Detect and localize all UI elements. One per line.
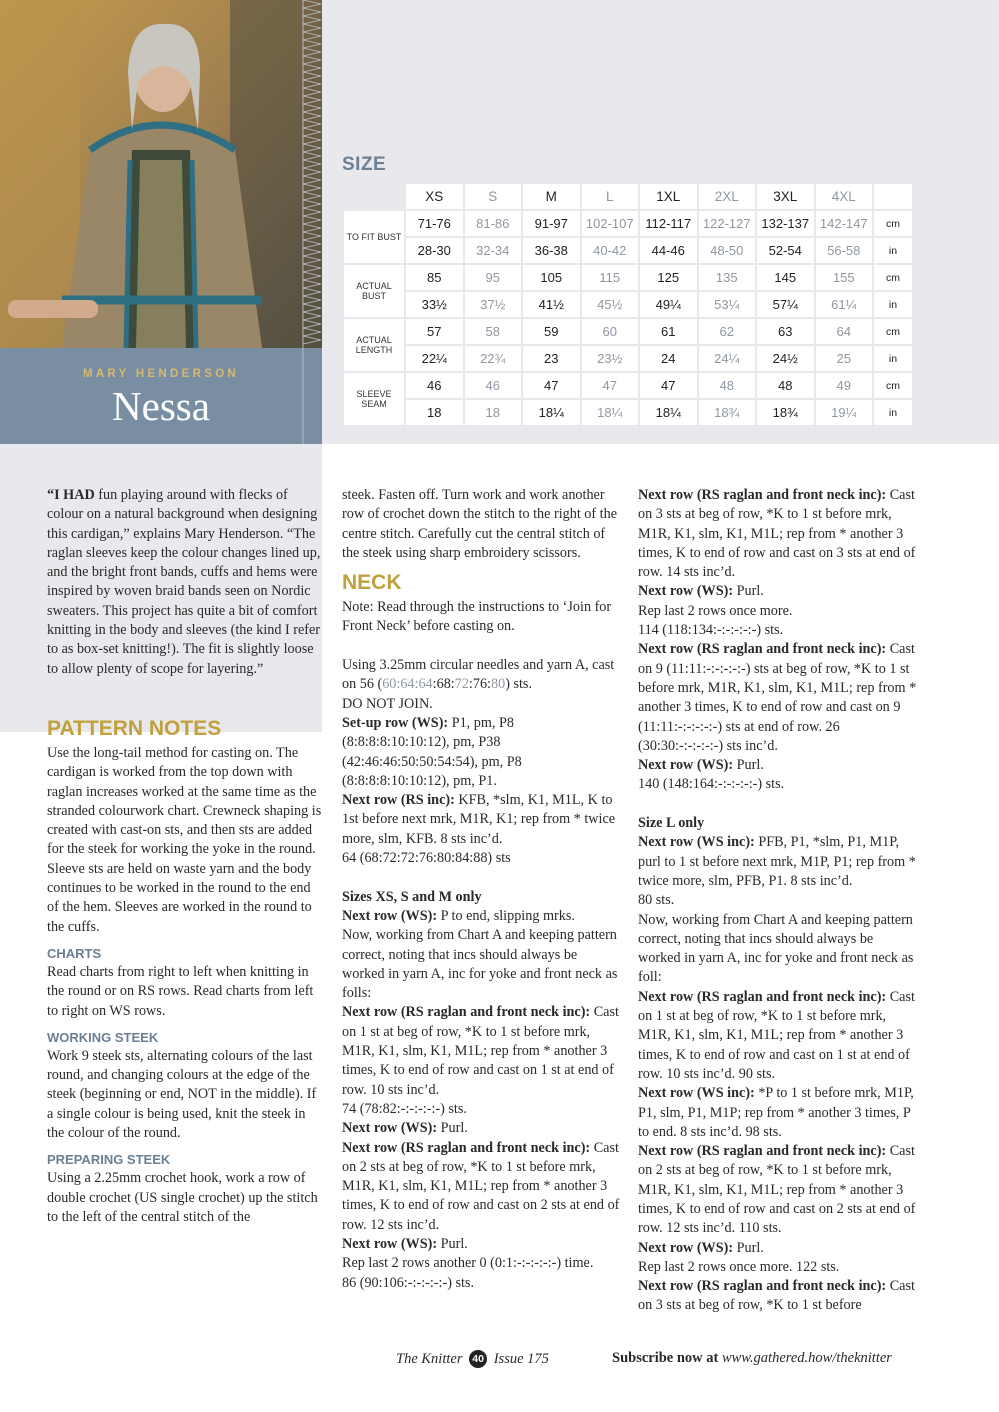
value-cell: 47: [523, 373, 580, 398]
rs-raglan-row: Next row (RS raglan and front neck inc): Cast on 2 sts at beg of row, *K to 1 st before mrk, M1R, K1, slm, K1, M1L; rep from * another 3 times, K to end of row and cast on 2 sts at end of row. 12 sts inc’d.: [342, 1139, 620, 1233]
value-cell: 40-42: [582, 238, 639, 263]
row-label: TO FIT BUST: [344, 211, 404, 263]
intro-lead: “I HAD: [47, 487, 95, 503]
subscribe-text: Subscribe now at: [612, 1350, 719, 1366]
value-cell: 24: [640, 346, 697, 371]
unit-cell: in: [874, 400, 912, 425]
value-cell: 132-137: [757, 211, 814, 236]
intro-paragraph: [47, 486, 325, 679]
size-header: XS: [406, 184, 463, 209]
page-footer: [0, 1350, 999, 1372]
value-cell: 32-34: [465, 238, 522, 263]
stitch-count: 74 (78:82:-:-:-:-:-) sts.: [342, 1100, 467, 1117]
preparing-steek-body: Using a 2.25mm crochet hook, work a row of double crochet (US single crochet) up the stitch to the left of the central stitch of the: [47, 1170, 318, 1225]
value-cell: 48-50: [699, 238, 756, 263]
size-table: [342, 182, 914, 427]
value-cell: 61: [640, 319, 697, 344]
value-cell: 24½: [757, 346, 814, 371]
value-cell: 71-76: [406, 211, 463, 236]
setup-row: Set-up row (WS): P1, pm, P8 (8:8:8:8:10:10:12), pm, P38 (42:46:46:50:50:54:54), pm, P8 (8:8:8:8:10:10:12), pm, P1.: [342, 714, 522, 789]
value-cell: 95: [465, 265, 522, 290]
value-cell: 62: [699, 319, 756, 344]
ws-row: Next row (WS): Purl.: [638, 757, 764, 774]
value-cell: 61¼: [816, 292, 873, 317]
unit-cell: cm: [874, 373, 912, 398]
value-cell: 81-86: [465, 211, 522, 236]
unit-cell: cm: [874, 265, 912, 290]
column-1: [47, 486, 325, 1227]
pattern-title: Nessa: [112, 383, 210, 429]
row-label: SLEEVE SEAM: [344, 373, 404, 425]
stitch-count: 64 (68:72:72:76:80:84:88) sts: [342, 850, 511, 867]
value-cell: 60: [582, 319, 639, 344]
ws-row: Next row (WS): Purl.: [342, 1120, 468, 1137]
footer-subscribe: [612, 1350, 892, 1367]
value-cell: 57¼: [757, 292, 814, 317]
value-cell: 19¼: [816, 400, 873, 425]
value-cell: 23: [523, 346, 580, 371]
unit-cell: in: [874, 238, 912, 263]
repeat-instruction: Rep last 2 rows another 0 (0:1:-:-:-:-:-) time.: [342, 1255, 594, 1272]
ws-row: Next row (WS): P to end, slipping mrks.: [342, 907, 575, 924]
unit-cell: in: [874, 292, 912, 317]
value-cell: 18¼: [640, 400, 697, 425]
value-cell: 59: [523, 319, 580, 344]
value-cell: 33½: [406, 292, 463, 317]
stitch-count: 114 (118:134:-:-:-:-:-) sts.: [638, 622, 784, 639]
size-header: 3XL: [757, 184, 814, 209]
value-cell: 49¼: [640, 292, 697, 317]
pattern-notes-heading: PATTERN NOTES: [47, 716, 222, 740]
value-cell: 125: [640, 265, 697, 290]
page-spine-decoration: [301, 0, 323, 470]
title-box: [0, 348, 322, 444]
issue-number: Issue 175: [493, 1351, 549, 1367]
cast-on-instruction: Using 3.25mm circular needles and yarn A, cast on 56 (60:64:64:68:72:76:80) sts.: [342, 657, 615, 693]
sizes-subheading: Sizes XS, S and M only: [342, 888, 482, 905]
size-row: [344, 373, 912, 398]
size-header: S: [465, 184, 522, 209]
value-cell: 18¾: [699, 400, 756, 425]
column-3: [638, 486, 918, 1316]
chart-a-note: Now, working from Chart A and keeping pattern correct, noting that incs should always be worked in yarn A, inc for yoke and front neck as folls:: [342, 927, 618, 1002]
size-l-subheading: Size L only: [638, 815, 705, 832]
value-cell: 53¼: [699, 292, 756, 317]
value-cell: 56-58: [816, 238, 873, 263]
steek-continued: steek. Fasten off. Turn work and work another row of crochet down the stitch to the right of the centre stitch. Carefully cut the central stitch of the steek using sharp embroidery scissors.: [342, 487, 618, 561]
value-cell: 135: [699, 265, 756, 290]
rs-raglan-row: Next row (RS raglan and front neck inc): Cast on 3 sts at beg of row, *K to 1 st before: [638, 1278, 915, 1314]
value-cell: 91-97: [523, 211, 580, 236]
value-cell: 48: [699, 373, 756, 398]
size-row: [344, 211, 912, 236]
value-cell: 25: [816, 346, 873, 371]
size-header: 4XL: [816, 184, 873, 209]
value-cell: 115: [582, 265, 639, 290]
value-cell: 85: [406, 265, 463, 290]
value-cell: 45½: [582, 292, 639, 317]
size-row: [344, 400, 912, 425]
size-header: M: [523, 184, 580, 209]
value-cell: 112-117: [640, 211, 697, 236]
value-cell: 105: [523, 265, 580, 290]
value-cell: 63: [757, 319, 814, 344]
size-heading: SIZE: [342, 154, 387, 175]
rs-inc-row: Next row (RS inc): KFB, *slm, K1, M1L, K to 1st before next mrk, M1R, K1; rep from * twice more, slm, KFB. 8 sts inc’d.: [342, 792, 616, 847]
ws-row: Next row (WS): Purl.: [638, 583, 764, 600]
value-cell: 18: [465, 400, 522, 425]
value-cell: 48: [757, 373, 814, 398]
value-cell: 18¼: [523, 400, 580, 425]
magazine-name: The Knitter: [396, 1351, 463, 1367]
pattern-notes-body: Use the long-tail method for casting on. The cardigan is worked from the top down with raglan increases worked at the same time as the stranded colourwork chart. Crewneck shaping is created with cast-on sts, and then sts are added for the steek for working the yoke in the round. Sleeve sts are held on waste yarn and the body continues to be worked in the round to the end of the hem. Sleeves are worked in the round to the cuffs.: [47, 744, 322, 935]
value-cell: 57: [406, 319, 463, 344]
value-cell: 18¾: [757, 400, 814, 425]
value-cell: 102-107: [582, 211, 639, 236]
value-cell: 47: [640, 373, 697, 398]
size-row: [344, 319, 912, 344]
ws-row: Next row (WS): Purl.: [638, 1239, 764, 1256]
size-header-row: [344, 184, 912, 209]
unit-cell: in: [874, 346, 912, 371]
working-steek-heading: WORKING STEEK: [47, 1029, 159, 1045]
subscribe-link[interactable]: www.gathered.how/theknitter: [721, 1350, 892, 1366]
value-cell: 23½: [582, 346, 639, 371]
size-row: [344, 346, 912, 371]
value-cell: 24¼: [699, 346, 756, 371]
designer-name: MARY HENDERSON: [82, 368, 240, 380]
row-label: ACTUAL BUST: [344, 265, 404, 317]
preparing-steek-heading: PREPARING STEEK: [47, 1152, 171, 1168]
rs-raglan-row: Next row (RS raglan and front neck inc): Cast on 1 st at beg of row, *K to 1 st before mrk, M1R, K1, slm, K1, M1L; rep from * another 3 times, K to end of row and cast on 1 st at end of row. 10 sts inc’d.: [342, 1004, 619, 1098]
neck-heading: NECK: [342, 571, 402, 595]
rs-raglan-row: Next row (RS raglan and front neck inc): Cast on 2 sts at beg of row, *K to 1 st before mrk, M1R, K1, slm, K1, M1L; rep from * another 3 times, K to end of row and cast on 2 sts at end of row. 12 sts inc’d. 110 sts.: [638, 1143, 916, 1237]
page-number: 40: [469, 1350, 487, 1368]
size-row: [344, 292, 912, 317]
neck-note: Note: Read through the instructions to ‘Join for Front Neck’ before casting on.: [342, 599, 612, 635]
charts-body: Read charts from right to left when knitting in the round or on RS rows. Read charts from left to right on WS rows.: [47, 963, 314, 1019]
value-cell: 49: [816, 373, 873, 398]
empty-cell: [344, 184, 404, 209]
value-cell: 22¼: [406, 346, 463, 371]
intro-text: fun playing around with flecks of colour on a natural background when designing this cardigan,” explains Mary Henderson. “The raglan sleeves keep the colour changes lined up, and the bright front bands, cuffs and hems were inspired by woven braid bands seen on Nordic sweaters. This project has quite a bit of comfort knitting in the body and sleeves (the kind I refer to as box-set knitting!). The fit is slightly loose to allow plenty of scope for layering.”: [47, 487, 321, 677]
model-photo: [0, 0, 322, 348]
charts-heading: CHARTS: [47, 945, 102, 961]
ws-inc-row: Next row (WS inc): *P to 1 st before mrk, M1P, P1, slm, P1, M1P; rep from * another 3 times, P to end. 8 sts inc’d. 98 sts.: [638, 1085, 914, 1140]
value-cell: 41½: [523, 292, 580, 317]
value-cell: 58: [465, 319, 522, 344]
empty-cell: [874, 184, 912, 209]
column-2: [342, 486, 622, 1293]
value-cell: 155: [816, 265, 873, 290]
size-header: L: [582, 184, 639, 209]
value-cell: 18¼: [582, 400, 639, 425]
footer-magazine-info: [396, 1350, 549, 1368]
value-cell: 37½: [465, 292, 522, 317]
value-cell: 64: [816, 319, 873, 344]
size-row: [344, 265, 912, 290]
stitch-count: 140 (148:164:-:-:-:-:-) sts.: [638, 776, 785, 793]
value-cell: 47: [582, 373, 639, 398]
value-cell: 122-127: [699, 211, 756, 236]
value-cell: 145: [757, 265, 814, 290]
value-cell: 22¾: [465, 346, 522, 371]
size-header: 1XL: [640, 184, 697, 209]
value-cell: 44-46: [640, 238, 697, 263]
ws-inc-row: Next row (WS inc): PFB, P1, *slm, P1, M1P, purl to 1 st before next mrk, M1P, P1; rep from * twice more, slm, PFB, P1. 8 sts inc’d.: [638, 834, 916, 889]
stitch-count: 86 (90:106:-:-:-:-:-) sts.: [342, 1274, 475, 1291]
value-cell: 28-30: [406, 238, 463, 263]
size-row: [344, 238, 912, 263]
value-cell: 18: [406, 400, 463, 425]
rs-raglan-row: Next row (RS raglan and front neck inc): Cast on 9 (11:11:-:-:-:-:-) sts at beg of row, *K to 1 st before mrk, M1R, K1, slm, K1, M1L; rep from * another 3 times, K to end of row and cast on 9 (11:11:-:-:-:-:-) sts at end of row. 26 (30:30:-:-:-:-:-) sts inc’d.: [638, 641, 917, 754]
repeat-instruction: Rep last 2 rows once more.: [638, 602, 793, 619]
value-cell: 46: [465, 373, 522, 398]
rs-raglan-row: Next row (RS raglan and front neck inc): Cast on 3 sts at beg of row, *K to 1 st before mrk, M1R, K1, slm, K1, M1L; rep from * another 3 times, K to end of row and cast on 3 sts at end of row. 14 sts inc’d.: [638, 487, 916, 581]
chart-a-note: Now, working from Chart A and keeping pattern correct, noting that incs should always be worked in yarn A, inc for yoke and front neck as foll:: [638, 911, 914, 986]
row-label: ACTUAL LENGTH: [344, 319, 404, 371]
rs-raglan-row: Next row (RS raglan and front neck inc): Cast on 1 st at beg of row, *K to 1 st before mrk, M1R, K1, slm, K1, M1L; rep from * another 3 times, K to end of row and cast on 1 st at end of row. 10 sts inc’d. 90 sts.: [638, 988, 915, 1082]
value-cell: 36-38: [523, 238, 580, 263]
ws-row: Next row (WS): Purl.: [342, 1235, 468, 1252]
repeat-instruction: Rep last 2 rows once more. 122 sts.: [638, 1258, 840, 1275]
value-cell: 52-54: [757, 238, 814, 263]
size-header: 2XL: [699, 184, 756, 209]
unit-cell: cm: [874, 319, 912, 344]
value-cell: 142-147: [816, 211, 873, 236]
working-steek-body: Work 9 steek sts, alternating colours of the last round, and changing colours at the edge of the steek (beginning or end, NOT in the middle). If a single colour is being used, knit the steek in the colour of the round.: [47, 1047, 317, 1142]
stitch-count: 80 sts.: [638, 892, 675, 909]
value-cell: 46: [406, 373, 463, 398]
unit-cell: cm: [874, 211, 912, 236]
do-not-join: DO NOT JOIN.: [342, 695, 433, 712]
